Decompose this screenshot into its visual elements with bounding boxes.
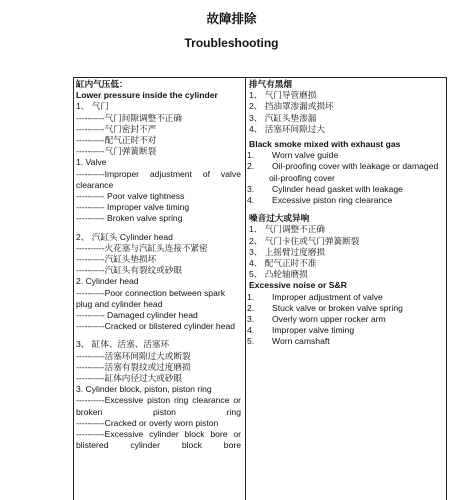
list-item [76,169,241,180]
list-item-text: Improper valve timing [272,325,355,336]
subsection-title: 1. Valve [76,157,107,168]
list-item: ----------Excessive piston ring clearance or broken piston ring [76,395,241,417]
list-item: ----------汽缸头垫损坏 [76,254,157,265]
list-item [249,325,445,336]
page-title: Troubleshooting [184,36,279,50]
list-item: 1、 气门导管磨损 [249,90,317,101]
section-header: Excessive noise or S&R [249,280,347,291]
list-item-word: ----------Improper [76,168,140,179]
list-item [249,336,445,347]
list-item-text: Worn camshaft [272,336,330,347]
list-item-number: 1. [247,150,255,161]
list-item: ----------气门间隙调整不正确 [76,112,182,123]
list-item: ----------Excessive cylinder block bore or blistered cylinder block bore [76,429,241,451]
left-column [76,79,241,452]
page-title-chinese: 故障排除 [206,12,257,26]
list-item-number: 2. [247,161,255,172]
list-item: ---------- Improper valve timing [76,202,190,213]
column-divider [245,77,246,500]
list-item: ----------气门密封不严 [76,123,157,134]
list-item: ----------汽缸头有裂纹或砂眼 [76,265,182,276]
list-item: ----------活塞有裂纹或过度磨损 [76,361,191,372]
list-item [249,184,445,195]
list-item: ---------- Poor valve tightness [76,191,185,202]
list-item: 3、 上摇臂过度磨损 [249,246,325,257]
list-item: 4、 活塞环间隙过大 [249,123,325,134]
list-item-number: 4. [247,195,255,206]
section-header: Black smoke mixed with exhaust gas [249,139,401,150]
list-item: ----------火花塞与汽缸头连接不紧密 [76,242,208,253]
list-item [249,161,445,183]
list-item: 2、 气门卡住或气门弹簧断裂 [249,235,360,246]
list-item-continued: clearance [76,179,114,190]
list-item: 3、 汽缸头垫渗漏 [249,112,317,123]
list-item: 1、 气门调整不正确 [249,224,325,235]
list-item-text: Improper adjustment of valve [272,291,383,302]
list-item-number: 1. [247,291,255,302]
list-item: ----------Poor connection between spark plug and cylinder head [76,287,226,309]
list-item: 2、 挡油罩渗漏或损坏 [249,101,334,112]
list-item: ---------- Damaged cylinder head [76,310,198,321]
list-item-number: 3. [247,314,255,325]
section-header-cn: 排气有黑烟 [249,79,292,89]
list-item-text: Overly worn upper rocker arm [272,314,386,325]
list-item-text: Stuck valve or broken valve spring [272,302,403,313]
list-item: ---------- Broken valve spring [76,213,183,224]
list-item-text: Cylinder head gasket with leakage [272,183,403,194]
right-column [249,79,445,348]
list-item: ----------Cracked or overly worn piston [76,417,219,428]
list-item-text: Worn valve guide [272,150,339,161]
subsection-title-cn: 1、 气门 [76,101,109,112]
list-item: ----------活塞环间隙过大或断裂 [76,350,191,361]
list-item-number: 4. [247,325,255,336]
list-item: 4、 配气正时不准 [249,258,317,269]
list-item [249,195,445,206]
list-item-word: valve [220,168,241,179]
list-item: ----------Cracked or blistered cylinder head [76,321,236,332]
subsection-title-cn: 3、 缸体、活塞、活塞环 [76,339,170,350]
section-header: Lower pressure inside the cylinder [76,90,218,101]
subsection-title: 2. Cylinder head [76,276,139,287]
list-item: ----------气门弹簧断裂 [76,146,157,157]
list-item [249,314,445,325]
section-header-cn: 噪音过大或异响 [249,213,310,224]
list-item: ----------配气正时不对 [76,135,157,146]
list-item-word: of [202,168,211,179]
subsection-title: 3. Cylinder block, piston, piston ring [76,384,212,395]
list-item [249,150,445,161]
list-item-word: adjustment [149,168,192,179]
list-item: 5、 凸轮轴磨损 [249,269,308,280]
list-item-number: 3. [247,183,255,194]
subsection-title-cn: 2、 汽缸头 Cylinder head [76,231,173,242]
list-item-text: Oil-proofing cover with leakage or damaged oil-proofing cover [269,161,439,183]
list-item-number: 5. [247,336,255,347]
section-header-cn: 缸内气压低： [76,79,128,89]
list-item [249,292,445,303]
list-item [249,303,445,314]
list-item: ----------缸体内径过大或砂眼 [76,373,182,384]
list-item-number: 2. [247,302,255,313]
list-item-text: Excessive piston ring clearance [272,195,393,206]
